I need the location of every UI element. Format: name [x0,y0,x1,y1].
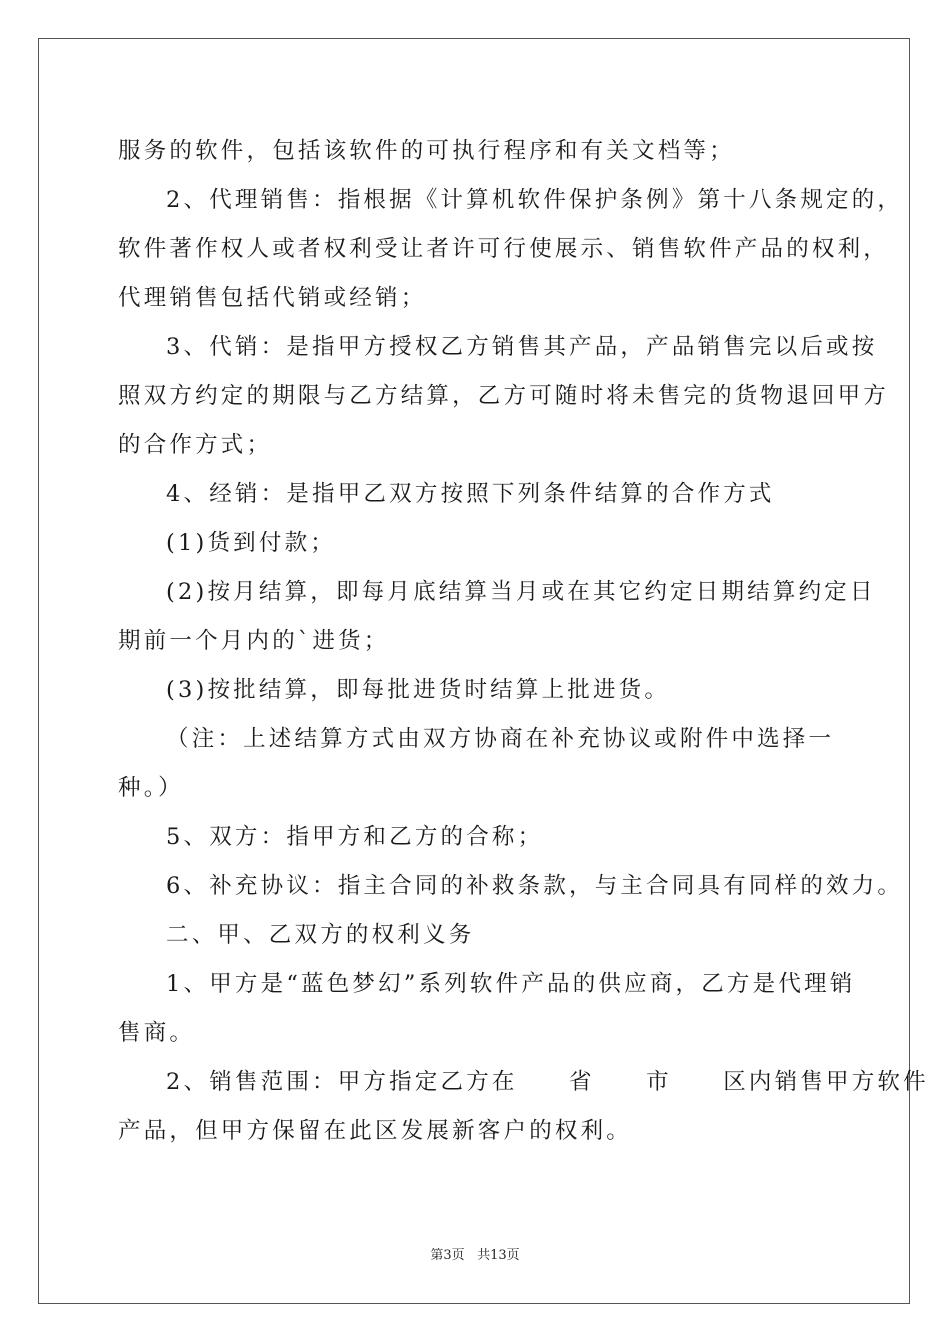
text-line: 代理销售包括代销或经销； [118,285,427,311]
text-line: (2)按月结算，即每月底结算当月或在其它约定日期结算约定日 [166,579,876,605]
section-heading: 二、甲、乙双方的权利义务 [166,922,475,948]
text-line: 6、补充协议：指主合同的补救条款，与主合同具有同样的效力。 [166,873,904,899]
text-line: 的合作方式； [118,432,273,458]
text-line: 售商。 [118,1020,196,1046]
text-line: 期前一个月内的`进货； [118,628,390,654]
page-total: 共13页 [477,1248,520,1263]
text-line: 1、甲方是“蓝色梦幻”系列软件产品的供应商，乙方是代理销 [166,971,856,997]
text-line: 照双方约定的期限与乙方结算，乙方可随时将未售完的货物退回甲方 [118,383,890,409]
text-line: 软件著作权人或者权利受让者许可行使展示、销售软件产品的权利， [118,236,890,262]
text-line: 服务的软件，包括该软件的可执行程序和有关文档等； [118,138,735,164]
text-line: (1)货到付款； [166,530,336,556]
text-line: 种。） [118,775,184,801]
text-line: 产品，但甲方保留在此区发展新客户的权利。 [118,1118,633,1144]
text-line: 2、销售范围：甲方指定乙方在 省 市 区内销售甲方软件 [166,1069,929,1095]
page-number: 第3页 [430,1248,465,1263]
text-line: 4、经销：是指甲乙双方按照下列条件结算的合作方式 [166,481,775,507]
page-footer [0,1246,950,1266]
text-line: 3、代销：是指甲方授权乙方销售其产品，产品销售完以后或按 [166,334,878,360]
text-line: 2、代理销售：指根据《计算机软件保护条例》第十八条规定的， [166,187,904,213]
text-line: （注：上述结算方式由双方协商在补充协议或附件中选择一 [166,726,835,752]
text-line: (3)按批结算，即每批进货时结算上批进货。 [166,677,671,703]
text-line: 5、双方：指甲方和乙方的合称； [166,824,544,850]
